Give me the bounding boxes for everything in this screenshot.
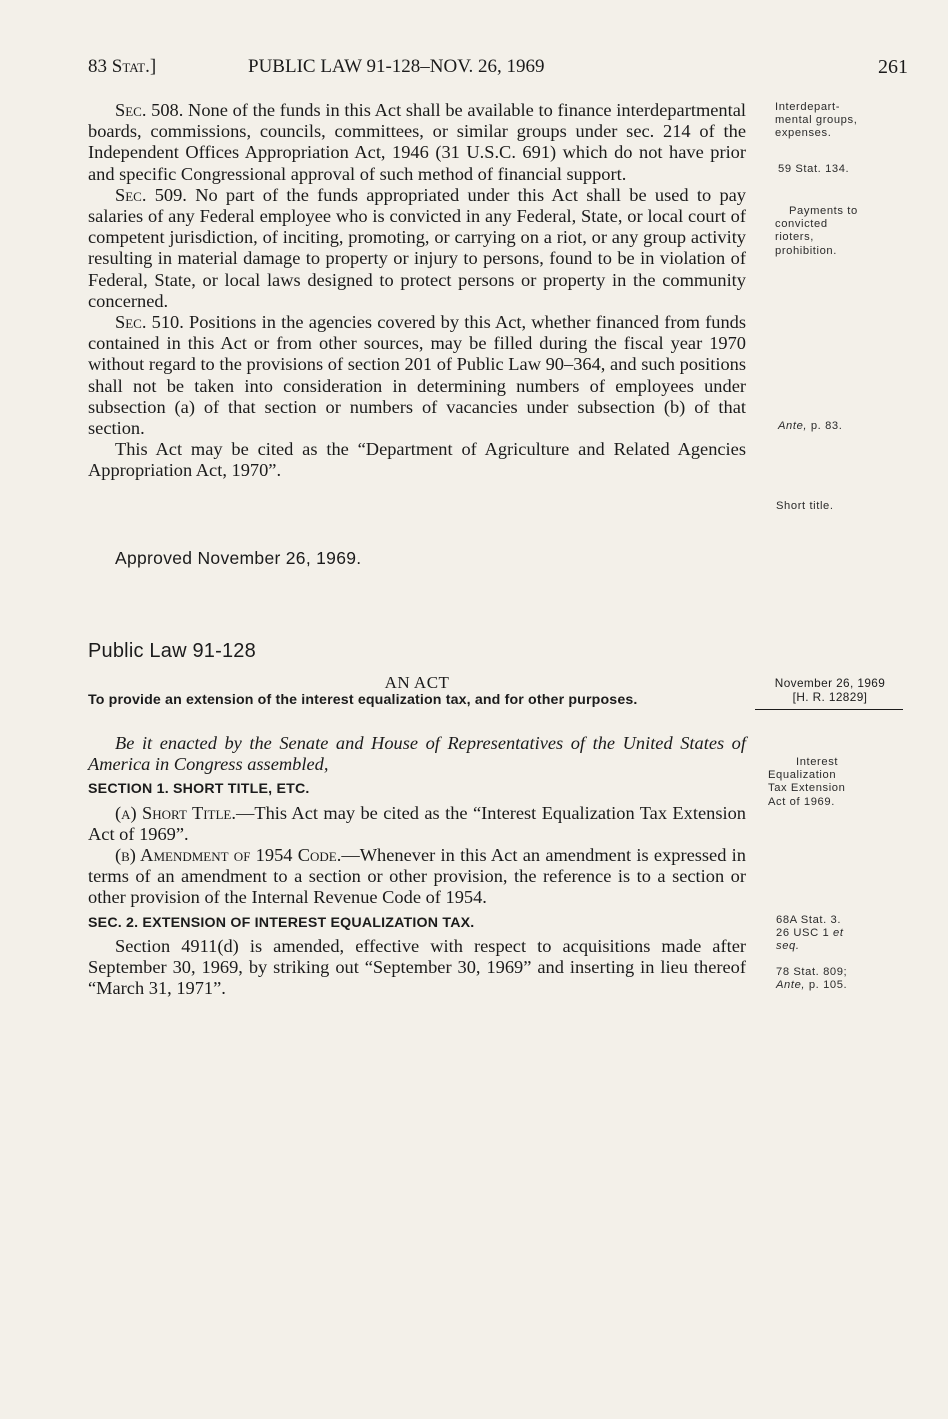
margin-note-stat-809 <box>776 966 916 992</box>
section-508-text: None of the funds in this Act shall be available to finance interdepartmental boards, commissions, councils, committees, or similar groups under sec. 214 of the Independent Offices Appropriation Act, 1946 (31 U.S.C. 691) which do not have prior and specific Congressional approval of such method of financial support. <box>88 100 746 184</box>
margin-note-stat-134: 59 Stat. 134. <box>778 163 850 175</box>
margin-note-line: 78 Stat. 809; <box>776 966 848 978</box>
section-1a-label: (a) Short Title. <box>115 802 236 823</box>
margin-note-payments <box>775 205 915 258</box>
section-1b-label: (b) Amendment of 1954 Code. <box>115 845 342 866</box>
margin-note-line: Payments to <box>789 205 858 217</box>
section-510 <box>88 312 746 439</box>
margin-note-line: 68A Stat. 3. <box>776 914 842 926</box>
margin-note-line: Act of 1969. <box>768 795 835 808</box>
margin-note-page: p. 83. <box>810 420 843 432</box>
section-509-label: Sec. 509. <box>115 184 187 205</box>
public-law-title: Public Law 91-128 <box>88 640 256 662</box>
margin-note-line: convicted <box>775 218 828 231</box>
running-head <box>88 56 908 86</box>
section-1a <box>88 803 746 845</box>
page-number: 261 <box>878 56 908 78</box>
approved-line: Approved November 26, 1969. <box>115 548 362 568</box>
section-1b <box>88 845 746 909</box>
margin-note-line: rioters, <box>775 231 814 244</box>
margin-note-date-line: November 26, 1969 <box>774 676 886 690</box>
section-2-heading: SEC. 2. EXTENSION OF INTEREST EQUALIZATION TAX. <box>88 914 475 931</box>
section-508 <box>88 100 746 185</box>
margin-note-usc: 26 USC 1 <box>776 927 830 940</box>
section-510-text: Positions in the agencies covered by this Act, whether financed from funds contained in this Act or from other sources, may be filled during the fiscal year 1970 without regard to the provisions of section 201 of Public Law 90–364, and such positions shall not be taken into consideration in determining numbers of employees under subsection (a) of that section or numbers of vacancies under subsection (b) of that section. <box>88 312 746 439</box>
margin-note-bill-number: [H. R. 12829] <box>792 690 868 704</box>
margin-note-line: prohibition. <box>775 244 837 257</box>
section-2-text: Section 4911(d) is amended, effective with respect to acquisitions made after September 30, 1969, by striking out “September 30, 1969” and inserting in lieu thereof “March 31, 1971”. <box>88 935 746 999</box>
margin-note-interdepartmental <box>775 101 915 141</box>
margin-note-line: expenses. <box>775 127 832 140</box>
margin-note-line: Interdepart- <box>775 101 841 113</box>
margin-note-interest-equalization <box>768 756 908 809</box>
margin-note-code-ref <box>776 914 916 954</box>
section-508-label: Sec. 508. <box>115 100 184 120</box>
margin-note-et: et <box>833 927 844 940</box>
margin-note-date <box>755 676 905 704</box>
header-stat-volume: 83 <box>88 56 107 77</box>
section-1-heading: SECTION 1. SHORT TITLE, ETC. <box>88 781 310 798</box>
act-body <box>88 733 746 999</box>
margin-note-line: Interest <box>796 756 839 768</box>
section-509-text: No part of the funds appropriated under this Act shall be used to pay salaries of any Federal employee who is convicted in any Federal, State, or local court of competent jurisdiction, of inciting, promoting, or carrying on a riot, or any group activity resulting in material damage to property or injury to persons, found to be in violation of Federal, State, or local laws designed to protect persons or property in the community concerned. <box>88 184 747 311</box>
header-stat-label: Stat. <box>111 56 150 77</box>
margin-note-ante: Ante, <box>776 979 806 992</box>
act-purpose: To provide an extension of the interest equalization tax, and for other purposes. <box>88 692 638 708</box>
body-sections <box>88 100 746 482</box>
section-509 <box>88 185 746 312</box>
header-title: PUBLIC LAW 91-128–NOV. 26, 1969 <box>248 56 545 77</box>
section-1b-text: —Whenever in this Act an amendment is expressed in terms of an amendment to a section or other provision, the reference is to a section or other provision of the Internal Revenue Code of 1954. <box>88 845 746 908</box>
margin-note-ante: Ante, <box>778 420 808 432</box>
margin-note-line: Tax Extension <box>768 782 846 795</box>
margin-divider <box>755 709 903 710</box>
margin-note-line: mental groups, <box>775 114 858 127</box>
short-title-paragraph: This Act may be cited as the “Department of Agriculture and Related Agencies Appropriation Act, 1970”. <box>88 439 746 481</box>
margin-note-line: Equalization <box>768 769 837 782</box>
section-510-label: Sec. 510. <box>115 312 184 333</box>
header-bracket: ] <box>149 56 157 77</box>
enacting-clause: Be it enacted by the Senate and House of Representatives of the United States of America in Congress assembled, <box>88 733 746 775</box>
margin-note-ante-83 <box>778 420 918 433</box>
an-act-heading: AN ACT <box>384 673 450 692</box>
margin-note-short-title: Short title. <box>776 500 834 512</box>
margin-note-page: p. 105. <box>808 979 848 992</box>
section-1a-text: —This Act may be cited as the “Interest Equalization Tax Extension Act of 1969”. <box>88 802 746 844</box>
margin-note-seq: seq. <box>776 940 800 953</box>
header-statute-ref <box>88 56 156 78</box>
